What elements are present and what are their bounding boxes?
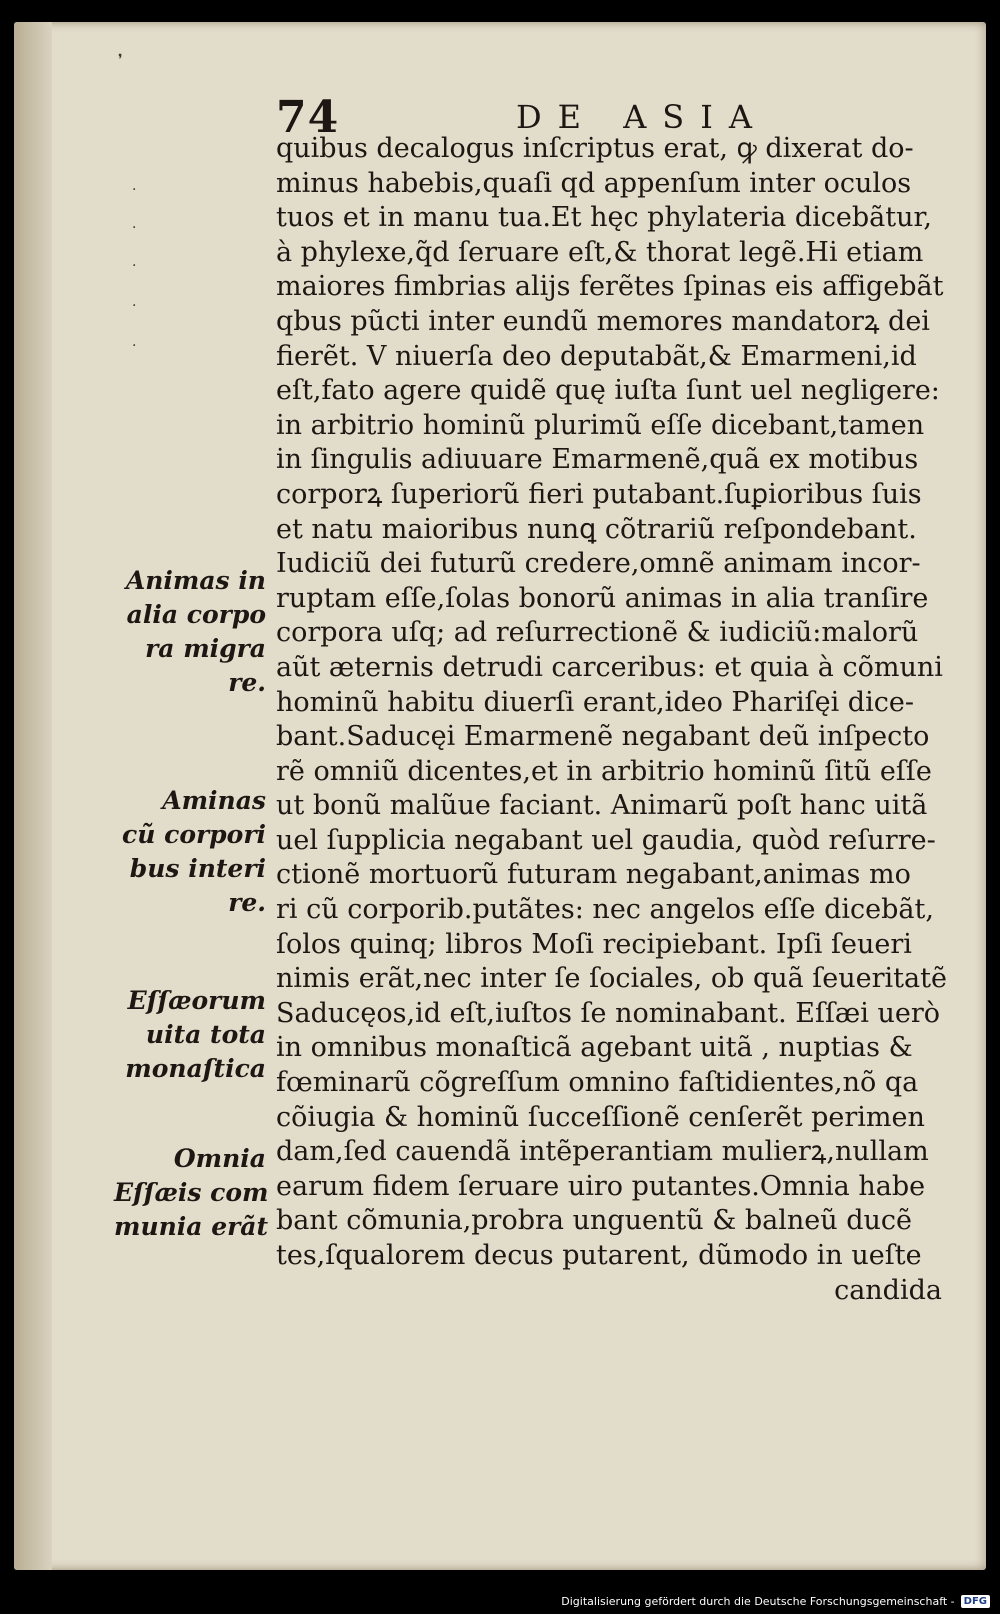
body-text — [276, 132, 948, 1308]
margin-note-line: Aminas — [162, 786, 266, 815]
text-line: tuos et in manu tua.Et hęc phylateria dicebãtur, — [276, 202, 933, 234]
text-line: uel ſupplicia negabant uel gaudia, quòd reſurre- — [276, 824, 936, 856]
ink-speck: · — [132, 298, 137, 314]
dfg-logo-icon: DFG — [961, 1595, 990, 1608]
text-line: maiores fimbrias alijs ferẽtes ſpinas eis affigebãt — [276, 271, 944, 303]
text-line: minus habebis,quaſi qd appenſum inter oculos — [276, 167, 912, 199]
text-line: in arbitrio hominũ plurimũ eſſe dicebant,tamen — [276, 409, 925, 441]
text-line: nimis erãt,nec inter ſe ſociales, ob quã ſeueritatẽ — [276, 963, 947, 995]
page-number: 74 — [276, 92, 340, 143]
text-line: fierẽt. V niuerſa deo deputabãt,& Emarmeni,id — [276, 340, 917, 372]
text-line: Iudiciũ dei futurũ credere,omnẽ animam incor- — [276, 548, 921, 580]
text-line: Saducęos,id eſt,iuſtos ſe nominabant. Eſſæi uerò — [276, 997, 941, 1029]
footer-credit-text: Digitalisierung gefördert durch die Deutsche Forschungsgemeinschaft - — [561, 1594, 955, 1608]
text-line: à phylexe,q̃d ſeruare eſt,& thorat legẽ.Hi etiam — [276, 236, 924, 268]
text-line: in ſingulis adiuuare Emarmenẽ,quã ex motibus — [276, 444, 919, 476]
margin-note-line: bus interi — [129, 854, 266, 883]
text-line: ri cũ corporib.putãtes: nec angelos eſſe dicebãt, — [276, 894, 934, 926]
margin-note-line: monaſtica — [125, 1054, 266, 1083]
margin-note-line: uita tota — [145, 1020, 266, 1049]
text-line: corpora uſq; ad reſurrectionẽ & iudiciũ:malorũ — [276, 617, 919, 649]
ink-speck: · — [132, 338, 137, 354]
margin-note-line: Omnia — [173, 1144, 266, 1173]
text-line: hominũ habitu diuerſi erant,ideo Phariſęi dice- — [276, 686, 914, 718]
margin-note-aminas — [114, 784, 266, 920]
text-line: ctionẽ mortuorũ futuram negabant,animas mo — [276, 859, 911, 891]
ink-speck: · — [132, 258, 137, 274]
margin-note-line: ra migra — [145, 634, 266, 663]
text-line: ruptam eſſe,ſolas bonorũ animas in alia tranſire — [276, 582, 929, 614]
text-line: ut bonũ malũue faciant. Animarũ poſt hanc uitã — [276, 790, 928, 822]
margin-note-line: muniа erãt — [114, 1212, 269, 1241]
margin-note-line: re. — [228, 668, 266, 697]
text-line: ſolos quinq; libros Moſi recipiebant. Ipſi ſeueri — [276, 928, 912, 960]
ink-speck: ❜ — [118, 52, 123, 68]
text-line: corporꝝ ſuperiorũ fieri putabant.ſuꝑioribus ſuis — [276, 478, 922, 510]
text-line: fœminarũ cõgreſſum omnino faſtidientes,nõ qa — [276, 1067, 919, 1099]
margin-note-line: Eſſæorum — [127, 986, 266, 1015]
text-line: aũt æternis detrudi carceribus: et quia à cõmuni — [276, 651, 943, 683]
margin-note-line: Eſſæis com — [114, 1178, 269, 1207]
margin-note-line: cũ corpori — [122, 820, 266, 849]
book-page — [14, 22, 986, 1570]
text-line: tes,ſqualorem decus putarent, dũmodo in ueſte — [276, 1240, 922, 1271]
text-line: eſt,fato agere quidẽ quę iuſta ſunt uel negligere: — [276, 375, 940, 407]
text-line: in omnibus monaſticã agebant uitã , nuptias & — [276, 1032, 913, 1064]
running-head: DE ASIA — [516, 98, 768, 136]
ink-speck: · — [132, 182, 137, 198]
margin-note-line: alia corpo — [126, 600, 266, 629]
text-line: cõiugia & hominũ ſucceſſionẽ cenſerẽt perimen — [276, 1101, 925, 1133]
page-gutter — [14, 22, 52, 1570]
margin-note-line: re. — [228, 888, 266, 917]
text-line: et natu maioribus nunꝗ cõtrariũ reſpondebant. — [276, 513, 917, 545]
ink-speck: · — [132, 220, 137, 236]
text-line: dam,ſed cauendã intẽperantiam mulierꝝ,nullam — [276, 1136, 929, 1168]
margin-note-essaeorum — [114, 984, 266, 1086]
text-line: rẽ omniũ dicentes,et in arbitrio hominũ ſitũ eſſe — [276, 755, 932, 787]
margin-note-line: Animas in — [125, 566, 266, 595]
catchword: candida — [834, 1274, 942, 1306]
margin-note-animas — [114, 564, 266, 700]
text-line: earum fidem ſeruare uiro putantes.Omnia habe — [276, 1170, 926, 1202]
text-line: bant.Saducęi Emarmenẽ negabant deũ inſpecto — [276, 721, 930, 753]
text-line: bant cõmunia,probra unguentũ & balneũ ducẽ — [276, 1205, 912, 1237]
footer-credit — [561, 1592, 990, 1610]
margin-note-omnia — [114, 1142, 269, 1244]
text-line: qbus pũcti inter eundũ memores mandatorꝝ dei — [276, 305, 930, 337]
text-line: quibus decalogus inſcriptus erat, ꝙ dixerat do- — [276, 133, 914, 164]
